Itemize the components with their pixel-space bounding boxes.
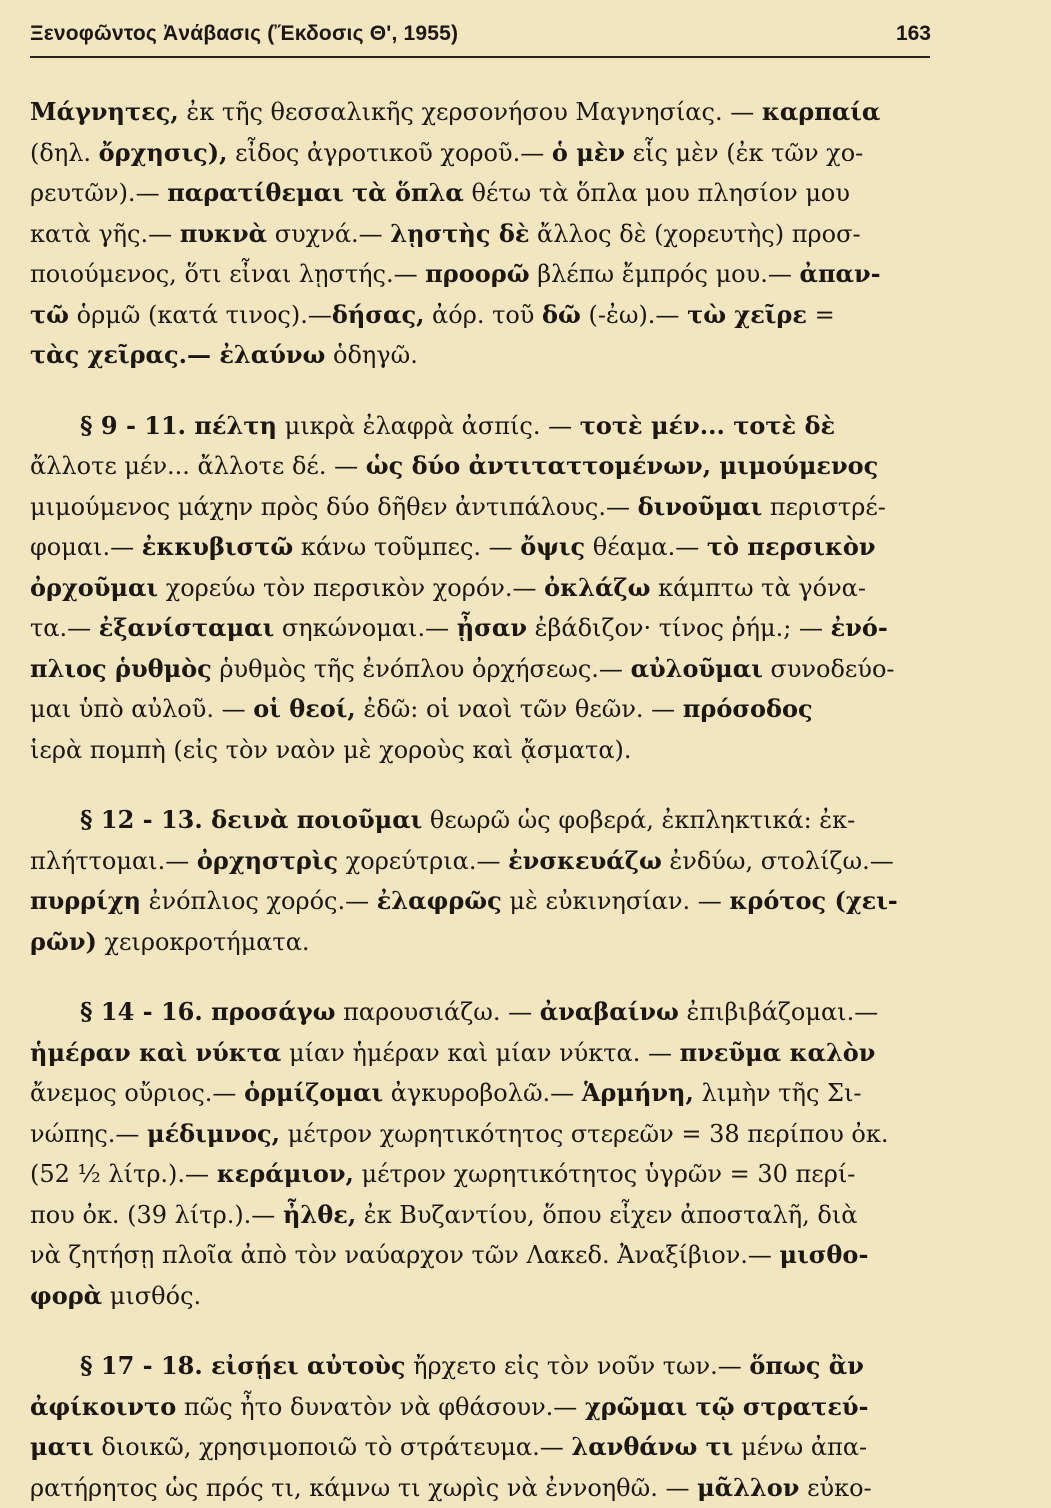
gloss-text: κατὰ γῆς.—: [30, 220, 180, 248]
gloss-text: μαι ὑπὸ αὐλοῦ. —: [30, 695, 253, 723]
gloss-text: μέτρον χωρητικότητος ὑγρῶν = 30 περί-: [354, 1160, 855, 1188]
text-line: [30, 730, 935, 771]
lemma-term: ἐνσκευάζω: [508, 846, 662, 875]
text-line: [30, 841, 935, 882]
gloss-text: διοικῶ, χρησιμοποιῶ τὸ στράτευμα.—: [94, 1433, 572, 1461]
section-heading-line: [30, 992, 935, 1033]
text-line: [30, 173, 935, 214]
lemma-term: οἱ θεοί,: [253, 694, 356, 723]
gloss-text: μίαν ἡμέραν καὶ μίαν νύκτα. —: [281, 1039, 679, 1067]
gloss-text: πῶς ἦτο δυνατὸν νὰ φθάσουν.—: [176, 1393, 585, 1421]
gloss-text: εὐκο-: [799, 1474, 871, 1502]
lemma-term: ὄψις: [520, 532, 585, 561]
lemma-term: πλιος ῥυθμὸς: [30, 654, 212, 683]
lemma-term: λανθάνω τι: [571, 1432, 733, 1461]
gloss-text: περιστρέ-: [762, 493, 886, 521]
lemma-term: τῶ: [30, 300, 69, 329]
text-line: [30, 649, 935, 690]
gloss-text: =: [807, 301, 835, 329]
gloss-text: ρατήρητος ὡς πρός τι, κάμνω τι χωρὶς νὰ ἐννοηθῶ. —: [30, 1474, 697, 1502]
lemma-term: τὼ χεῖρε: [687, 300, 807, 329]
header-rule: [30, 56, 930, 58]
text-line: [30, 1195, 935, 1236]
gloss-text: μέτρον χωρητικότητος στερεῶν = 38 περίπου ὀκ.: [280, 1120, 888, 1148]
lemma-term: προσάγω: [211, 997, 335, 1026]
gloss-text: πλήττομαι.—: [30, 847, 197, 875]
text-line: [30, 335, 935, 376]
lemma-term: δήσας,: [332, 300, 425, 329]
lemma-term: ματι: [30, 1432, 94, 1461]
gloss-text: ἐβάδιζον· τίνος ῥήμ.; —: [527, 614, 831, 642]
lemma-term: φορὰ: [30, 1281, 102, 1310]
gloss-text: τα.—: [30, 614, 99, 642]
text-line: [30, 1235, 935, 1276]
gloss-text: ἄλλοτε μέν... ἄλλοτε δέ. —: [30, 452, 366, 480]
gloss-text: ποιούμενος, ὅτι εἶναι λῃστής.—: [30, 260, 425, 288]
lemma-term: ἀπαν-: [799, 259, 880, 288]
running-title: Ξενοφῶντος Ἀνάβασις (Ἔκδοσις Θ', 1955): [30, 22, 940, 46]
lemma-term: μέδιμνος,: [147, 1119, 280, 1148]
gloss-text: ἐκ Βυζαντίου, ὅπου εἶχεν ἀποσταλῆ, διὰ: [356, 1201, 857, 1229]
gloss-text: βλέπω ἔμπρός μου.—: [530, 260, 800, 288]
gloss-text: ἐπιβιβάζομαι.—: [679, 998, 878, 1026]
gloss-text: ἱερὰ πομπὴ (εἰς τὸν ναὸν μὲ χοροὺς καὶ ᾄσματα).: [30, 736, 632, 764]
lemma-term: ἐλαφρῶς: [377, 886, 502, 915]
text-line: [30, 881, 935, 922]
gloss-text: σηκώνομαι.—: [274, 614, 456, 642]
gloss-text: ρευτῶν).—: [30, 179, 167, 207]
lemma-term: ὄρχησις),: [99, 138, 228, 167]
gloss-text: μένω ἀπα-: [733, 1433, 867, 1461]
gloss-text: παρουσιάζω. —: [336, 998, 540, 1026]
text-line: [30, 214, 935, 255]
lemma-term: δεινὰ ποιοῦμαι: [211, 805, 422, 834]
text-line: [30, 1468, 935, 1508]
text-line: [30, 487, 935, 528]
lemma-term: ρῶν): [30, 927, 97, 956]
lemma-term: Ἁρμήνη,: [582, 1078, 694, 1107]
lemma-term: ὅπως ἂν: [749, 1351, 864, 1380]
gloss-text: ὁδηγῶ.: [325, 341, 417, 369]
lemma-term: αὐλοῦμαι: [631, 654, 763, 683]
gloss-text: ῥυθμὸς τῆς ἐνόπλου ὀρχήσεως.—: [212, 655, 631, 683]
text-line: [30, 133, 935, 174]
paragraph-gap: [30, 376, 935, 406]
text-line: [30, 1387, 935, 1428]
lemma-term: πυρρίχη: [30, 886, 141, 915]
gloss-text: ἐκ τῆς θεσσαλικῆς χερσονήσου Μαγνησίας. —: [179, 98, 762, 126]
gloss-text: (52 ½ λίτρ.).—: [30, 1160, 217, 1188]
gloss-text: χειροκροτήματα.: [97, 928, 310, 956]
text-line: [30, 1114, 935, 1155]
lemma-term: κεράμιον,: [217, 1159, 354, 1188]
lemma-term: μᾶλλον: [697, 1473, 799, 1502]
lemma-term: § 9 - 11.: [80, 411, 194, 440]
text-line: [30, 568, 935, 609]
gloss-text: μισθός.: [102, 1282, 201, 1310]
gloss-text: συνοδεύο-: [763, 655, 895, 683]
text-line: [30, 689, 935, 730]
text-line: [30, 1427, 935, 1468]
gloss-text: θέαμα.—: [585, 533, 707, 561]
lemma-term: ἐνό-: [831, 613, 888, 642]
gloss-text: λιμὴν τῆς Σι-: [694, 1079, 862, 1107]
gloss-text: μιμούμενος μάχην πρὸς δύο δῆθεν ἀντιπάλους.—: [30, 493, 638, 521]
lemma-term: ἀφίκοιντο: [30, 1392, 176, 1421]
lemma-term: πέλτη: [194, 411, 277, 440]
lemma-term: παρατίθεμαι τὰ ὅπλα: [167, 178, 464, 207]
lemma-term: ὡς δύο ἀντιταττομένων, μιμούμενος: [366, 451, 879, 480]
lemma-term: τὸ περσικὸν: [707, 532, 876, 561]
gloss-text: ἐνδύω, στολίζω.—: [662, 847, 894, 875]
text-line: [30, 254, 935, 295]
lemma-term: εἰσῄει αὐτοὺς: [211, 1351, 405, 1380]
gloss-text: θεωρῶ ὡς φοβερά, ἐκπληκτικά: ἐκ-: [422, 806, 855, 834]
text-line: [30, 922, 935, 963]
lemma-term: δῶ: [542, 300, 581, 329]
gloss-text: νώπης.—: [30, 1120, 147, 1148]
section-heading-line: [30, 406, 935, 447]
text-line: [30, 446, 935, 487]
glossary-text: [30, 92, 935, 1508]
gloss-text: συχνά.—: [267, 220, 390, 248]
lemma-term: λῃστὴς δὲ: [390, 219, 529, 248]
text-line: [30, 1073, 935, 1114]
gloss-text: χορεύτρια.—: [338, 847, 508, 875]
gloss-text: ἤρχετο εἰς τὸν νοῦν των.—: [406, 1352, 750, 1380]
lemma-term: ἐκκυβιστῶ: [142, 532, 293, 561]
lemma-term: μισθο-: [780, 1240, 869, 1269]
text-line: [30, 527, 935, 568]
text-line: [30, 1033, 935, 1074]
lemma-term: κρότος (χει-: [729, 886, 897, 915]
lemma-term: ὁρμίζομαι: [244, 1078, 383, 1107]
lemma-term: τοτὲ μέν... τοτὲ δὲ: [580, 411, 835, 440]
gloss-text: κάνω τοῦμπες. —: [293, 533, 520, 561]
lemma-term: τὰς χεῖρας.— ἐλαύνω: [30, 340, 325, 369]
lemma-term: § 14 - 16.: [80, 997, 211, 1026]
gloss-text: (δηλ.: [30, 139, 99, 167]
lemma-term: § 12 - 13.: [80, 805, 211, 834]
lemma-term: ἀναβαίνω: [540, 997, 679, 1026]
lemma-term: ὀκλάζω: [544, 573, 650, 602]
section-heading-line: [30, 800, 935, 841]
gloss-text: νὰ ζητήσῃ πλοῖα ἀπὸ τὸν ναύαρχον τῶν Λακεδ. Ἀναξίβιον.—: [30, 1241, 780, 1269]
lemma-term: προορῶ: [425, 259, 529, 288]
lemma-term: ὁ μὲν: [552, 138, 625, 167]
gloss-text: χορεύω τὸν περσικὸν χορόν.—: [158, 574, 544, 602]
text-line: [30, 1154, 935, 1195]
paragraph-gap: [30, 962, 935, 992]
section-heading-line: [30, 1346, 935, 1387]
lemma-term: ἐξανίσταμαι: [99, 613, 275, 642]
text-line: [30, 295, 935, 336]
lemma-term: δινοῦμαι: [638, 492, 763, 521]
lemma-term: χρῶμαι τῷ στρατεύ-: [585, 1392, 869, 1421]
text-line: [30, 92, 935, 133]
gloss-text: (-ἐω).—: [581, 301, 687, 329]
lemma-term: πνεῦμα καλὸν: [680, 1038, 876, 1067]
lemma-term: πρόσοδος: [683, 694, 813, 723]
gloss-text: κάμπτω τὰ γόνα-: [651, 574, 867, 602]
lemma-term: καρπαία: [762, 97, 881, 126]
gloss-text: ἐνόπλιος χορός.—: [141, 887, 377, 915]
lemma-term: πυκνὰ: [180, 219, 267, 248]
lemma-term: ὀρχοῦμαι: [30, 573, 158, 602]
gloss-text: ὁρμῶ (κατά τινος).—: [69, 301, 332, 329]
gloss-text: ἐδῶ: οἱ ναοὶ τῶν θεῶν. —: [356, 695, 683, 723]
paragraph-gap: [30, 770, 935, 800]
text-line: [30, 1276, 935, 1317]
gloss-text: ἄνεμος οὔριος.—: [30, 1079, 244, 1107]
gloss-text: εἶδος ἀγροτικοῦ χοροῦ.—: [228, 139, 552, 167]
gloss-text: εἷς μὲν (ἐκ τῶν χο-: [625, 139, 863, 167]
gloss-text: ἄλλος δὲ (χορευτὴς) προσ-: [529, 220, 860, 248]
lemma-term: ἡμέραν καὶ νύκτα: [30, 1038, 281, 1067]
lemma-term: ᾖσαν: [457, 613, 527, 642]
lemma-term: ἦλθε,: [283, 1200, 356, 1229]
gloss-text: ἀόρ. τοῦ: [424, 301, 542, 329]
gloss-text: που ὀκ. (39 λίτρ.).—: [30, 1201, 283, 1229]
gloss-text: μικρὰ ἐλαφρὰ ἀσπίς. —: [277, 412, 580, 440]
gloss-text: ἀγκυροβολῶ.—: [383, 1079, 582, 1107]
page-number: 163: [896, 22, 931, 46]
lemma-term: § 17 - 18.: [80, 1351, 211, 1380]
gloss-text: φομαι.—: [30, 533, 142, 561]
paragraph-gap: [30, 1316, 935, 1346]
lemma-term: Μάγνητες,: [30, 97, 179, 126]
lemma-term: ὀρχηστρὶς: [197, 846, 338, 875]
gloss-text: μὲ εὐκινησίαν. —: [502, 887, 730, 915]
gloss-text: θέτω τὰ ὅπλα μου πλησίον μου: [464, 179, 850, 207]
text-line: [30, 608, 935, 649]
